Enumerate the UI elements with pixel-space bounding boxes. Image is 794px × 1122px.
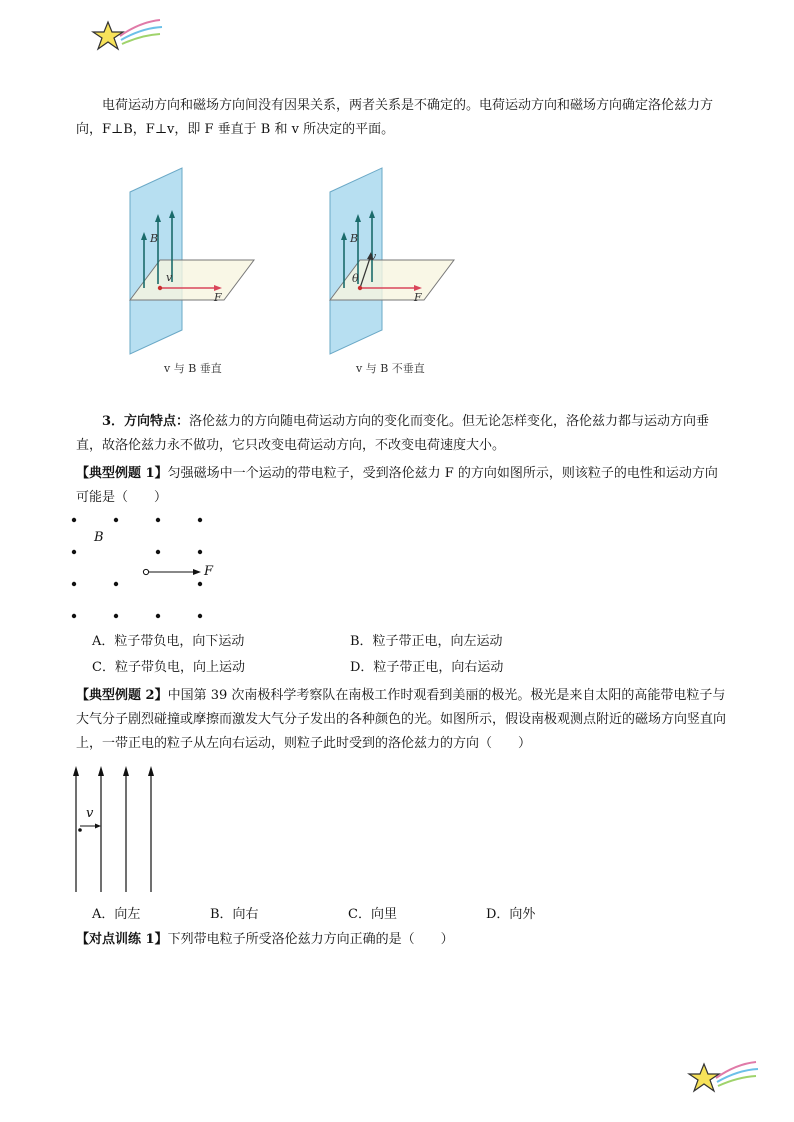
label-v: v [370, 250, 377, 263]
example-tag: 【典型例题 2】 [76, 688, 168, 703]
star-icon [688, 1058, 760, 1100]
vertical-field-lines-figure [70, 764, 160, 894]
option-A[interactable]: A．粒子带负电，向下运动 [92, 634, 245, 649]
figure-lorentz-planes [124, 160, 454, 380]
option-A[interactable]: A．向左 [92, 907, 141, 922]
example-stem: 中国第 39 次南极科学考察队在南极工作时观看到美丽的极光。极光是来自太阳的高能带电粒子与大气分子剧烈碰撞或摩擦而激发大气分子发出的各种颜色的光。如图所示，假设南极观测点附近的磁场方向竖直向上，一带正电的粒子从左向右运动，则粒子此时受到的洛伦兹力的方向（ ） [76, 688, 727, 751]
training-stem: 下列带电粒子所受洛伦兹力方向正确的是（ ） [167, 932, 454, 947]
caption-right: v 与 B 不垂直 [356, 362, 425, 375]
option-D[interactable]: D．粒子带正电，向右运动 [350, 660, 504, 675]
label-B: B [94, 530, 104, 545]
label-v: v [166, 271, 173, 284]
label-theta: θ [352, 272, 359, 285]
example-tag: 【典型例题 1】 [76, 466, 168, 481]
section-direction-features [76, 410, 726, 458]
label-B: B [150, 232, 159, 245]
section-title: 3．方向特点： [102, 414, 190, 429]
example-2 [76, 684, 726, 756]
training-1 [76, 928, 726, 952]
example-stem: 匀强磁场中一个运动的带电粒子，受到洛伦兹力 F 的方向如图所示，则该粒子的电性和运动方向可能是（ ） [76, 466, 718, 505]
intro-paragraph: 电荷运动方向和磁场方向间没有因果关系，两者关系是不确定的。电荷运动方向和磁场方向确定洛伦兹力方向，F⊥B，F⊥v，即 F 垂直于 B 和 v 所决定的平面。 [76, 98, 714, 137]
option-C[interactable]: C．向里 [348, 907, 397, 922]
caption-left: v 与 B 垂直 [164, 362, 222, 375]
option-D[interactable]: D．向外 [486, 907, 536, 922]
training-tag: 【对点训练 1】 [76, 932, 168, 947]
label-F: F [414, 291, 422, 304]
example-1 [76, 462, 726, 510]
option-C[interactable]: C．粒子带负电，向上运动 [92, 660, 245, 675]
label-F: F [204, 564, 214, 579]
label-B: B [350, 232, 359, 245]
option-B[interactable]: B．向右 [210, 907, 259, 922]
label-F: F [214, 291, 222, 304]
option-B[interactable]: B．粒子带正电，向左运动 [350, 634, 503, 649]
section-text: 洛伦兹力的方向随电荷运动方向的变化而变化。但无论怎样变化，洛伦兹力都与运动方向垂直，故洛伦兹力永不做功，它只改变电荷运动方向，不改变电荷速度大小。 [76, 414, 710, 453]
diagram-v-not-perpendicular-B [324, 160, 464, 360]
star-icon [92, 16, 164, 58]
label-v: v [86, 806, 94, 821]
diagram-v-perpendicular-B [124, 160, 264, 360]
